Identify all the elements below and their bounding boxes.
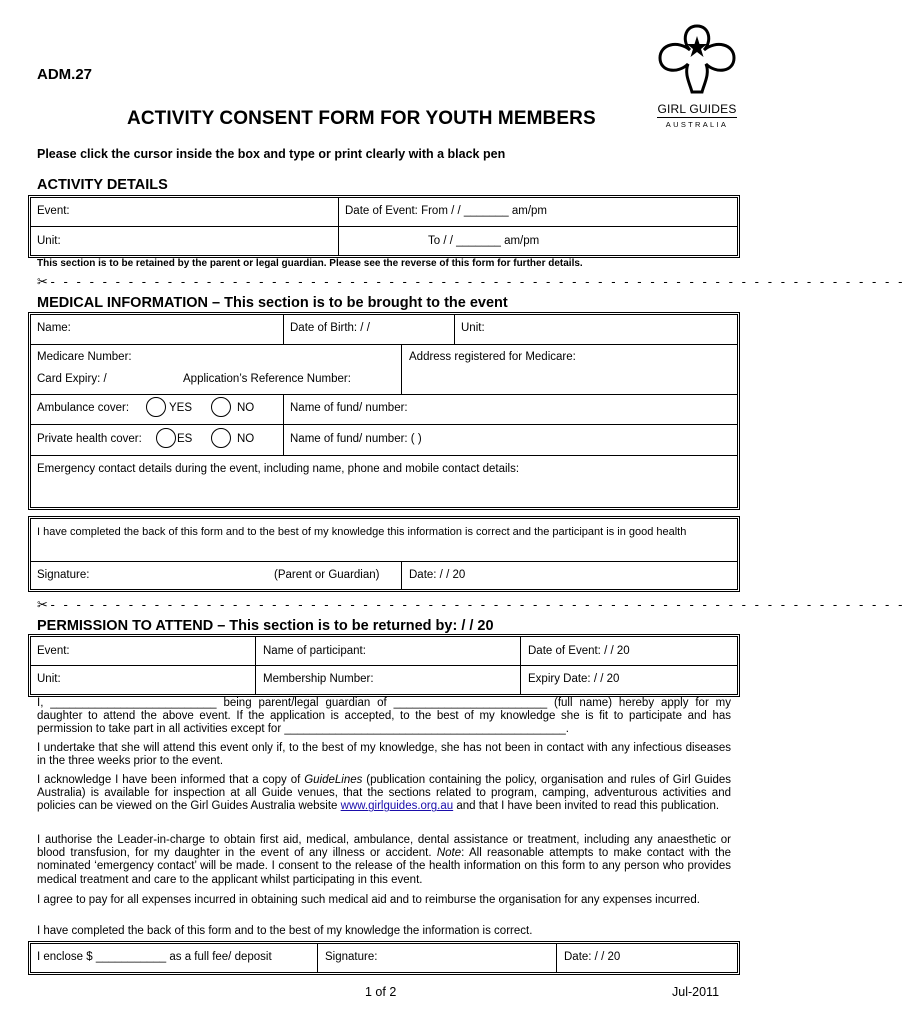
divider bbox=[31, 344, 737, 345]
divider bbox=[31, 665, 737, 666]
application-reference-field[interactable]: Application’s Reference Number: bbox=[183, 373, 351, 385]
divider bbox=[31, 455, 737, 456]
ambulance-fund-field[interactable]: Name of fund/ number: bbox=[290, 402, 408, 414]
logo-text-girl-guides: GIRL GUIDES bbox=[657, 102, 737, 116]
event-field[interactable]: Event: bbox=[37, 205, 70, 217]
logo-text-australia: AUSTRALIA bbox=[665, 120, 729, 129]
emergency-contact-field[interactable]: Emergency contact details during the event, including name, phone and mobile contact details: bbox=[37, 463, 520, 475]
medicare-number-field[interactable]: Medicare Number: bbox=[37, 351, 132, 363]
participant-name-field[interactable]: Name of participant: bbox=[263, 645, 366, 657]
divider bbox=[31, 226, 737, 227]
page-title: ACTIVITY CONSENT FORM FOR YOUTH MEMBERS bbox=[127, 108, 596, 129]
consent-paragraph-5: I agree to pay for all expenses incurred in obtaining such medical aid and to reimburse the organisation for any expenses incurred. bbox=[37, 894, 700, 906]
divider bbox=[31, 561, 737, 562]
fee-enclosed-field[interactable]: I enclose $ ___________ as a full fee/ deposit bbox=[37, 951, 272, 963]
medical-heading: MEDICAL INFORMATION – This section is to be brought to the event bbox=[37, 295, 508, 311]
permission-event-field[interactable]: Event: bbox=[37, 645, 70, 657]
ambulance-no-radio[interactable] bbox=[211, 397, 231, 417]
divider bbox=[283, 315, 284, 344]
divider bbox=[401, 562, 402, 589]
divider bbox=[255, 637, 256, 694]
divider bbox=[31, 394, 737, 395]
girlguides-website-link[interactable]: www.girlguides.org.au bbox=[340, 800, 454, 813]
permission-unit-field[interactable]: Unit: bbox=[37, 673, 61, 685]
divider bbox=[317, 944, 318, 972]
private-health-yes-radio[interactable] bbox=[156, 428, 176, 448]
consent-paragraph-2: I undertake that she will attend this event only if, to the best of my knowledge, she has not been in contact with any infectious diseases in the three weeks prior to the event. bbox=[37, 742, 731, 768]
activity-details-heading: ACTIVITY DETAILS bbox=[37, 177, 168, 193]
declaration-text: I have completed the back of this form and to the best of my knowledge this information is correct and the participant is in good health bbox=[37, 526, 687, 538]
logo-divider bbox=[657, 117, 737, 118]
retain-note: This section is to be retained by the parent or legal guardian. Please see the reverse of this form for further details. bbox=[37, 258, 583, 269]
declaration-signature-field[interactable]: Signature: bbox=[37, 569, 90, 581]
consent-paragraph-1: I, __________________________ being parent/legal guardian of ________________________ (full name) hereby apply for my daughter to attend the above event. If the application is accepted, to the best of my knowledge she is fit to participate and has permission to take part in all activities except for ____________________________________________. bbox=[37, 697, 731, 736]
expiry-date-field[interactable]: Expiry Date: / / 20 bbox=[528, 673, 620, 685]
consent-paragraph-6: I have completed the back of this form and to the best of my knowledge the information is correct. bbox=[37, 925, 533, 937]
private-health-yes-label: ES bbox=[177, 433, 193, 445]
card-expiry-field[interactable]: Card Expiry: / bbox=[37, 373, 107, 385]
ambulance-yes-label: YES bbox=[169, 402, 193, 414]
private-fund-field[interactable]: Name of fund/ number: ( ) bbox=[290, 433, 422, 445]
divider bbox=[401, 345, 402, 394]
medical-unit-field[interactable]: Unit: bbox=[461, 322, 485, 334]
divider bbox=[520, 637, 521, 694]
divider bbox=[454, 315, 455, 344]
cut-line: ✂- - - - - - - - - - - - - - - - - - - - - - - - - - - - - - - - - - - - - - - - - - - - - - - - - - - - - - - - - - - - - - - - - - bbox=[37, 597, 905, 612]
instruction-text: Please click the cursor inside the box and type or print clearly with a black pen bbox=[37, 147, 506, 161]
unit-field[interactable]: Unit: bbox=[37, 235, 61, 247]
membership-number-field[interactable]: Membership Number: bbox=[263, 673, 374, 685]
name-field[interactable]: Name: bbox=[37, 322, 71, 334]
parent-guardian-label: (Parent or Guardian) bbox=[274, 569, 380, 581]
permission-heading: PERMISSION TO ATTEND – This section is to be returned by: / / 20 bbox=[37, 618, 494, 634]
ambulance-cover-label: Ambulance cover: bbox=[37, 402, 130, 414]
permission-date-field[interactable]: Date: / / 20 bbox=[564, 951, 621, 963]
divider bbox=[338, 198, 339, 255]
private-health-label: Private health cover: bbox=[37, 433, 142, 445]
form-code: ADM.27 bbox=[37, 66, 93, 83]
permission-signature-field[interactable]: Signature: bbox=[325, 951, 378, 963]
private-health-no-radio[interactable] bbox=[211, 428, 231, 448]
medicare-address-field[interactable]: Address registered for Medicare: bbox=[409, 351, 576, 363]
page-number: 1 of 2 bbox=[365, 985, 397, 999]
girl-guides-logo bbox=[652, 22, 742, 134]
divider bbox=[31, 424, 737, 425]
consent-paragraph-3: I acknowledge I have been informed that a copy of GuideLines (publication containing the policy, organisation and rules of Girl Guides Australia) is available for inspection at all Guide venues, that the sections related to program, camping, adventurous activities and policies can be viewed on the Girl Guides Australia website www.girlguides.org.au and that I have been invited to read this publication. bbox=[37, 774, 731, 813]
revision-date: Jul-2011 bbox=[672, 985, 720, 999]
ambulance-yes-radio[interactable] bbox=[146, 397, 166, 417]
trefoil-icon bbox=[652, 22, 742, 102]
cut-line: ✂- - - - - - - - - - - - - - - - - - - - - - - - - - - - - - - - - - - - - - - - - - - - - - - - - - - - - - - - - - - - - - - - - - bbox=[37, 274, 905, 289]
ambulance-no-label: NO bbox=[237, 402, 255, 414]
divider bbox=[283, 395, 284, 455]
divider bbox=[556, 944, 557, 972]
consent-paragraph-4: I authorise the Leader-in-charge to obtain first aid, medical, ambulance, dental assistance or treatment, including any anaesthetic or blood transfusion, for my daughter in the event of any illness or accident. Note: All reasonable attempts to make contact with the nominated ‘emergency contact’ will be made. I consent to the release of the health information on this form to any person who provides medical treatment and care to the applicant whilst participating in this event. bbox=[37, 834, 731, 886]
dob-field[interactable]: Date of Birth: / / bbox=[290, 322, 370, 334]
declaration-date-field[interactable]: Date: / / 20 bbox=[409, 569, 466, 581]
permission-date-event-field[interactable]: Date of Event: / / 20 bbox=[528, 645, 630, 657]
private-health-no-label: NO bbox=[237, 433, 255, 445]
date-from-field[interactable]: Date of Event: From / / _______ am/pm bbox=[345, 205, 547, 217]
date-to-field[interactable]: To / / _______ am/pm bbox=[428, 235, 540, 247]
